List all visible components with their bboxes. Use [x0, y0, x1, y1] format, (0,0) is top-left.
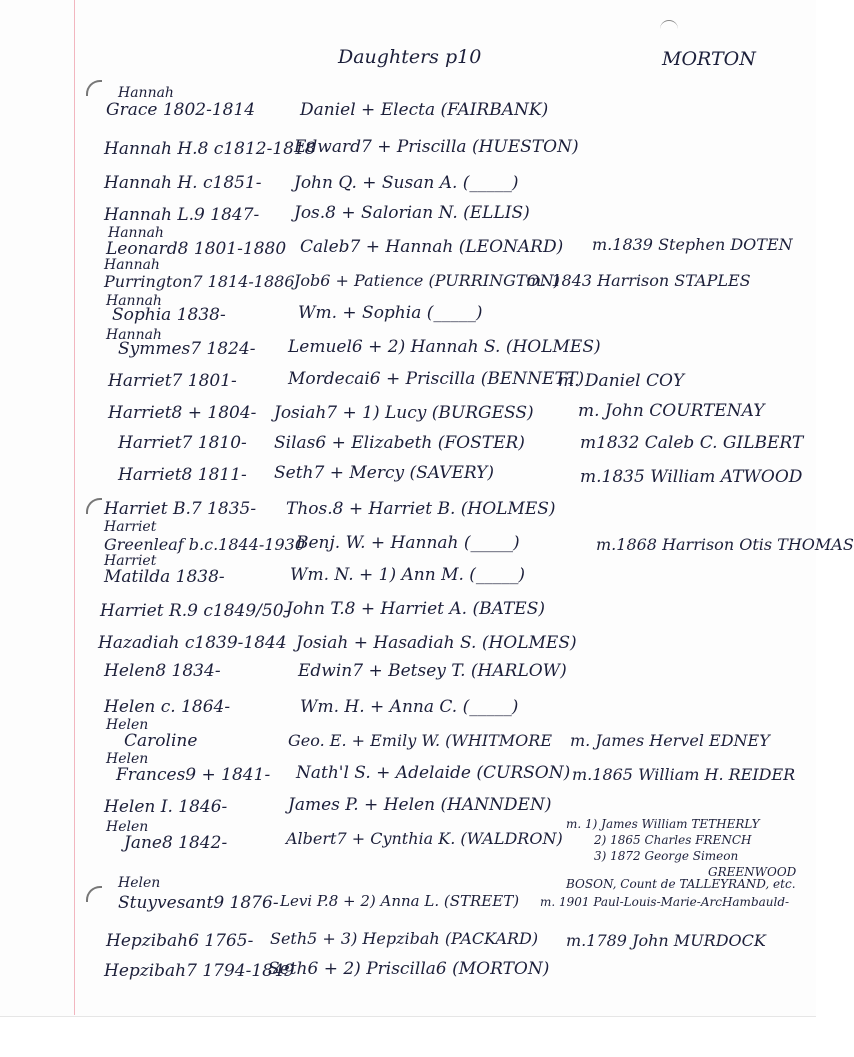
- entry-parents: Thos.8 + Harriet B. (HOLMES): [286, 499, 556, 519]
- entry-name-top: Hannah: [104, 257, 160, 273]
- entry-parents: Wm. N. + 1) Ann M. (_____): [290, 565, 526, 585]
- entry-name: Frances9 + 1841-: [116, 765, 271, 785]
- entry-marriage: m. 1901 Paul-Louis-Marie-ArcHambauld-: [540, 895, 790, 909]
- entry-marriage: m1832 Caleb C. GILBERT: [580, 433, 804, 453]
- entry-name-top: Helen: [106, 751, 149, 767]
- entry-name: Stuyvesant9 1876-: [118, 893, 279, 913]
- entry-parents: Levi P.8 + 2) Anna L. (STREET): [280, 892, 520, 910]
- page-title: Daughters p10: [338, 46, 482, 68]
- entry-parents: John T.8 + Harriet A. (BATES): [286, 599, 545, 619]
- entry-name-top: Harriet: [104, 553, 157, 569]
- marriage-note: 3) 1872 George Simeon: [594, 849, 739, 863]
- surname-heading: MORTON: [662, 48, 756, 70]
- entry-name: Helen I. 1846-: [104, 797, 228, 817]
- entry-name-top: Helen: [106, 819, 149, 835]
- page-bottom-edge: [0, 1016, 816, 1057]
- entry-name: Helen8 1834-: [104, 661, 221, 681]
- entry-parents: Wm. H. + Anna C. (_____): [300, 697, 519, 717]
- entry-marriage: m.1835 William ATWOOD: [580, 467, 803, 487]
- entry-name: Helen c. 1864-: [104, 697, 231, 717]
- entry-parents: Geo. E. + Emily W. (WHITMORE: [288, 731, 553, 750]
- entry-name: Greenleaf b.c.1844-1930: [104, 535, 306, 554]
- entry-name: Harriet8 + 1804-: [108, 403, 257, 423]
- entry-name: Caroline: [124, 731, 198, 751]
- entry-marriage: m.1868 Harrison Otis THOMAS: [596, 535, 854, 554]
- entry-name: Leonard8 1801-1880: [106, 239, 287, 259]
- entry-name: Hannah H.8 c1812-1818: [104, 139, 316, 159]
- punch-hole-mark: [86, 80, 102, 96]
- entry-parents: John Q. + Susan A. (_____): [294, 173, 519, 193]
- entry-parents: Albert7 + Cynthia K. (WALDRON): [286, 829, 563, 848]
- entry-name: Purrington7 1814-1886: [104, 272, 295, 291]
- entry-parents: Lemuel6 + 2) Hannah S. (HOLMES): [288, 337, 601, 357]
- entry-name-top: Hannah: [106, 327, 162, 343]
- margin-line: [74, 0, 75, 1015]
- corner-mark: [660, 20, 678, 31]
- entry-name: Grace 1802-1814: [106, 100, 256, 120]
- entry-parents: Josiah7 + 1) Lucy (BURGESS): [274, 403, 534, 423]
- entry-name: Jane8 1842-: [124, 833, 228, 853]
- entry-parents: Silas6 + Elizabeth (FOSTER): [274, 433, 525, 453]
- entry-name: Sophia 1838-: [112, 305, 226, 325]
- entry-parents: Caleb7 + Hannah (LEONARD): [300, 237, 564, 257]
- entry-parents: Daniel + Electa (FAIRBANK): [300, 100, 549, 120]
- entry-parents: Seth6 + 2) Priscilla6 (MORTON): [268, 959, 550, 979]
- entry-name-top: Hannah: [118, 85, 174, 101]
- entry-marriage: m.1839 Stephen DOTEN: [592, 235, 793, 254]
- marriage-note: GREENWOOD: [708, 865, 797, 879]
- entry-marriage: m. 1843 Harrison STAPLES: [526, 271, 751, 290]
- marriage-note: m. 1) James William TETHERLY: [566, 817, 760, 831]
- entry-name: Hepzibah7 1794-1849: [104, 961, 295, 981]
- entry-name: Hannah L.9 1847-: [104, 205, 260, 225]
- entry-name: Harriet8 1811-: [118, 465, 247, 485]
- entry-parents: Seth7 + Mercy (SAVERY): [274, 463, 495, 483]
- entry-parents: Nath'l S. + Adelaide (CURSON): [296, 763, 571, 783]
- entry-parents: Jos.8 + Salorian N. (ELLIS): [294, 203, 530, 223]
- entry-parents: Benj. W. + Hannah (_____): [296, 533, 520, 553]
- entry-name: Symmes7 1824-: [118, 339, 256, 359]
- marriage-note: 2) 1865 Charles FRENCH: [594, 833, 752, 847]
- entry-name: Harriet7 1801-: [108, 371, 237, 391]
- entry-name-top: Helen: [106, 717, 149, 733]
- entry-marriage: m. Daniel COY: [558, 371, 685, 391]
- entry-parents: Edward7 + Priscilla (HUESTON): [294, 137, 579, 157]
- entry-parents: Seth5 + 3) Hepzibah (PACKARD): [270, 929, 539, 948]
- entry-marriage: m. John COURTENAY: [578, 401, 765, 421]
- entry-parents: Josiah + Hasadiah S. (HOLMES): [296, 633, 577, 653]
- entry-name: Harriet R.9 c1849/50-: [100, 601, 290, 621]
- entry-name-top: Helen: [118, 875, 161, 891]
- entry-name: Hazadiah c1839-1844: [98, 633, 287, 653]
- entry-marriage: m.1865 William H. REIDER: [572, 765, 796, 784]
- entry-marriage: m. James Hervel EDNEY: [570, 731, 770, 750]
- entry-name-top: Hannah: [106, 293, 162, 309]
- marriage-note: BOSON, Count de TALLEYRAND, etc.: [566, 877, 796, 891]
- punch-hole-mark: [86, 886, 102, 902]
- entry-name-top: Hannah: [108, 225, 164, 241]
- entry-parents: Job6 + Patience (PURRINGTON): [294, 271, 560, 290]
- entry-name: Hepzibah6 1765-: [106, 931, 254, 951]
- entry-name: Harriet7 1810-: [118, 433, 247, 453]
- entry-name: Hannah H. c1851-: [104, 173, 262, 193]
- punch-hole-mark: [86, 498, 102, 514]
- entry-name-top: Harriet: [104, 519, 157, 535]
- entry-parents: Edwin7 + Betsey T. (HARLOW): [298, 661, 567, 681]
- entry-name: Harriet B.7 1835-: [104, 499, 257, 519]
- entry-parents: Mordecai6 + Priscilla (BENNETT): [288, 369, 585, 389]
- entry-name: Matilda 1838-: [104, 567, 225, 587]
- entry-parents: Wm. + Sophia (_____): [298, 303, 483, 323]
- entry-marriage: m.1789 John MURDOCK: [566, 931, 766, 950]
- entry-parents: James P. + Helen (HANNDEN): [288, 795, 552, 815]
